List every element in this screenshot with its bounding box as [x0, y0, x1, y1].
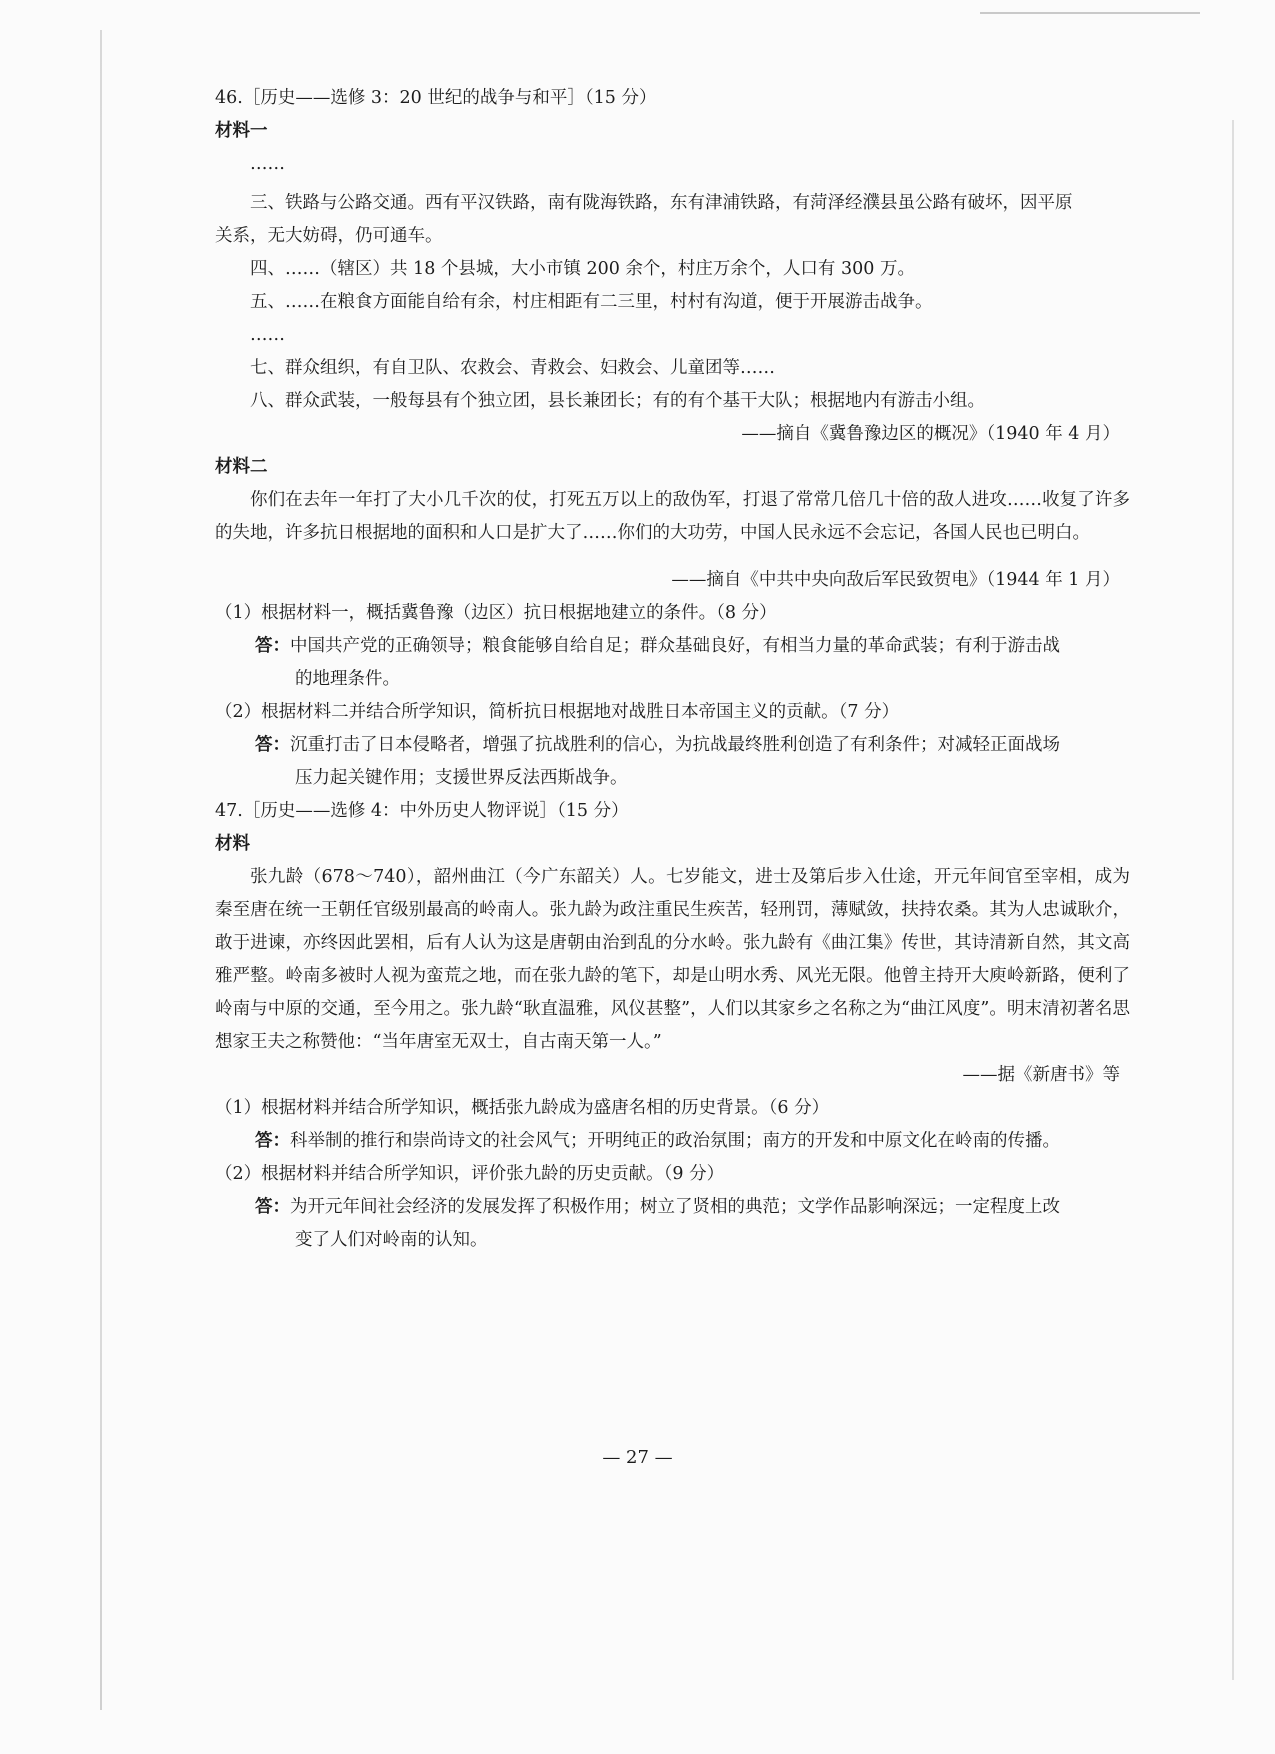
answer-1: [215, 1125, 1130, 1158]
material-source: ——据《新唐书》等: [962, 1065, 1120, 1085]
page-number: — 27 —: [602, 1447, 673, 1468]
q46-title: 46.［历史——选修 3：20 世纪的战争与和平］（15 分）: [215, 88, 657, 108]
answer-text: 科举制的推行和崇尚诗文的社会风气；开明纯正的政治氛围；南方的开发和中原文化在岭南的传播。: [290, 1131, 1060, 1151]
q47-material-label: 材料: [215, 834, 250, 854]
answer-label: 答：: [255, 1197, 290, 1217]
answer-text: 沉重打击了日本侵略者，增强了抗战胜利的信心，为抗战最终胜利创造了有利条件；对减轻正面战场: [290, 735, 1060, 755]
answer-2: [215, 1191, 1130, 1224]
answer-label: 答：: [255, 636, 290, 656]
answer-1: [215, 630, 1130, 663]
ellipsis-line: ……: [250, 325, 285, 345]
question-2: （2）根据材料并结合所学知识，评价张九龄的历史贡献。（9 分）: [215, 1164, 725, 1184]
scan-edge: [1232, 120, 1234, 1680]
q46-material-2-label: 材料二: [215, 457, 268, 477]
answer-label: 答：: [255, 735, 290, 755]
material-line: 八、群众武装，一般每县有个独立团，县长兼团长；有的有个基干大队；根据地内有游击小组。: [250, 391, 985, 411]
answer-label: 答：: [255, 1131, 290, 1151]
material-line: 五、……在粮食方面能自给有余，村庄相距有二三里，村村有沟道，便于开展游击战争。: [250, 292, 933, 312]
material-paragraph: 你们在去年一年打了大小几千次的仗，打死五万以上的敌伪军，打退了常常几倍几十倍的敌人进攻……收复了许多的失地，许多抗日根据地的面积和人口是扩大了……你们的大功劳，中国人民永远不会忘记，各国人民也已明白。: [215, 490, 1130, 543]
answer-continuation: 变了人们对岭南的认知。: [295, 1230, 488, 1250]
question-1: （1）根据材料并结合所学知识，概括张九龄成为盛唐名相的历史背景。（6 分）: [215, 1098, 830, 1118]
ellipsis-line: ……: [250, 154, 285, 174]
material-source: ——摘自《冀鲁豫边区的概况》（1940 年 4 月）: [741, 424, 1120, 444]
material-source: ——摘自《中共中央向敌后军民致贺电》（1944 年 1 月）: [671, 570, 1120, 590]
answer-text: 为开元年间社会经济的发展发挥了积极作用；树立了贤相的典范；文学作品影响深远；一定程度上改: [290, 1197, 1060, 1217]
q46-material-1-label: 材料一: [215, 121, 268, 141]
material-line: 关系，无大妨碍，仍可通车。: [215, 226, 443, 246]
material-line: 三、铁路与公路交通。西有平汉铁路，南有陇海铁路，东有津浦铁路，有菏泽经濮县虽公路有破坏，因平原: [250, 193, 1073, 213]
material-line: 四、……（辖区）共 18 个县城，大小市镇 200 余个，村庄万余个，人口有 300 万。: [250, 259, 915, 279]
answer-continuation: 压力起关键作用；支援世界反法西斯战争。: [295, 768, 628, 788]
answer-2: [215, 729, 1130, 762]
exam-page: [215, 82, 1130, 1257]
q47-title: 47.［历史——选修 4：中外历史人物评说］（15 分）: [215, 801, 629, 821]
material-paragraph: 张九龄（678～740），韶州曲江（今广东韶关）人。七岁能文，进士及第后步入仕途，开元年间官至宰相，成为秦至唐在统一王朝任官级别最高的岭南人。张九龄为政注重民生疾苦，轻刑罚，薄赋敛，扶持农桑。其为人忠诚耿介，敢于进谏，亦终因此罢相，后有人认为这是唐朝由治到乱的分水岭。张九龄有《曲江集》传世，其诗清新自然，其文高雅严整。岭南多被时人视为蛮荒之地，而在张九龄的笔下，却是山明水秀、风光无限。他曾主持开大庾岭新路，便利了岭南与中原的交通，至今用之。张九龄“耿直温雅，风仪甚整”，人们以其家乡之名称之为“曲江风度”。明末清初著名思想家王夫之称赞他：“当年唐室无双士，自古南天第一人。”: [215, 867, 1130, 1052]
answer-text: 中国共产党的正确领导；粮食能够自给自足；群众基础良好，有相当力量的革命武装；有利于游击战: [290, 636, 1060, 656]
question-1: （1）根据材料一，概括冀鲁豫（边区）抗日根据地建立的条件。（8 分）: [215, 603, 777, 623]
question-2: （2）根据材料二并结合所学知识，简析抗日根据地对战胜日本帝国主义的贡献。（7 分）: [215, 702, 900, 722]
answer-continuation: 的地理条件。: [295, 669, 400, 689]
material-line: 七、群众组织，有自卫队、农救会、青救会、妇救会、儿童团等……: [250, 358, 775, 378]
scan-edge: [980, 12, 1200, 14]
